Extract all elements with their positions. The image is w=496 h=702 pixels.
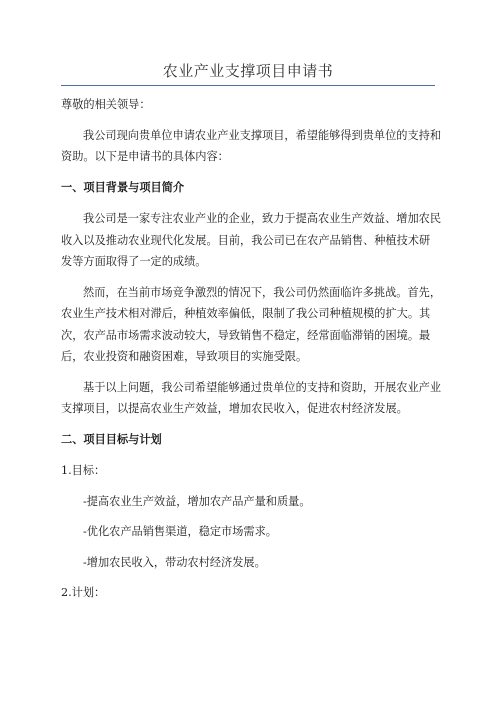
background-paragraph-3: 基于以上问题，我公司希望能够通过贵单位的支持和资助，开展农业产业支撑项目，以提高农业生产效益，增加农民收入，促进农村经济发展。: [61, 380, 442, 415]
document-body: [61, 94, 441, 613]
plan-label: 2.计划：: [61, 586, 106, 599]
goal-item: -增加农民收入，带动农村经济发展。: [83, 555, 266, 569]
goals-label: 1.目标：: [61, 464, 106, 477]
goal-item: -优化农产品销售渠道，稳定市场需求。: [83, 525, 277, 538]
goal-item: -提高农业生产效益，增加农产品产量和质量。: [83, 494, 311, 508]
document-title: 农业产业支撑项目申请书: [162, 62, 334, 80]
section-heading-goals: 二、项目目标与计划: [61, 432, 162, 446]
title-underline: [61, 85, 435, 86]
background-paragraph-1: 我公司是一家专注农业产业的企业，致力于提高农业生产效益、增加农民收入以及推动农业现代化发展。目前，我公司已在农产品销售、种植技术研发等方面取得了一定的成绩。: [61, 212, 442, 268]
background-paragraph-2: 然而，在当前市场竞争激烈的情况下，我公司仍然面临许多挑战。首先，农业生产技术相对滞后，种植效率偏低，限制了我公司种植规模的扩大。其次，农产品市场需求波动较大，导致销售不稳定，经常面临滞销的困境。最后，农业投资和融资困难，导致项目的实施受限。: [61, 285, 442, 363]
intro-paragraph: 我公司现向贵单位申请农业产业支撑项目，希望能够得到贵单位的支持和资助。以下是申请书的具体内容：: [61, 128, 442, 163]
section-heading-background: 一、项目背景与项目简介: [61, 180, 185, 194]
greeting: 尊敬的相关领导：: [61, 98, 151, 111]
